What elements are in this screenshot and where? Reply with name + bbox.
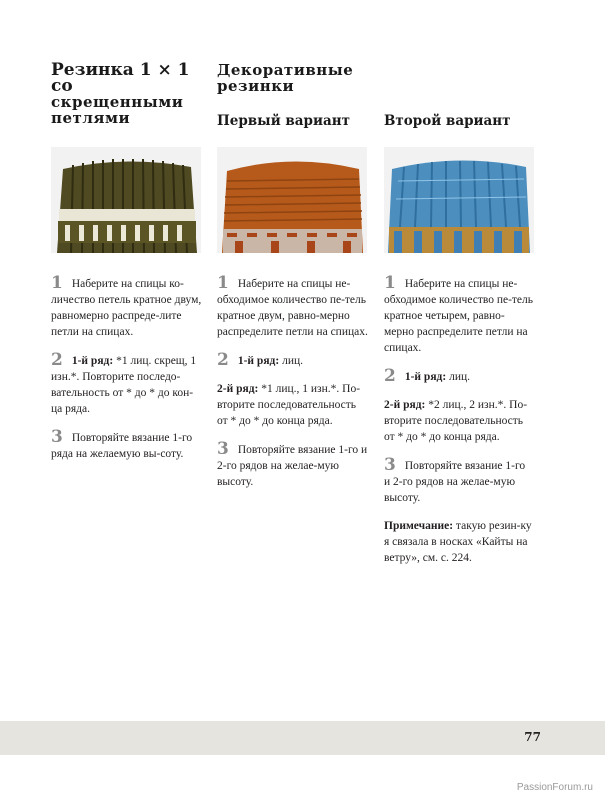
step-text: лиц. [446,371,471,383]
step-text: Повторяйте вязание 1-го и 2-го рядов на желае-мую высоту. [384,460,526,504]
step-number: 1 [217,273,229,293]
step-number: 1 [51,273,63,293]
step [384,368,534,385]
step [217,275,369,340]
step [384,457,534,506]
step [217,441,369,490]
steps-variant-two [384,275,534,578]
step-text: Повторяйте вязание 1-го и 2-го рядов на желае-мую высоту. [217,444,368,488]
watermark: PassionForum.ru [516,782,593,793]
photo-variant-two-sock [384,147,534,253]
footer-bar [0,721,605,755]
step-number: 3 [51,427,63,447]
step [384,397,534,445]
row-label: 1-й ряд: [237,355,280,367]
steps-twisted-rib [51,275,203,474]
note [384,518,534,566]
step [217,352,369,369]
title-line: Резинка 1 × 1 со [51,60,190,96]
step-text: Повторяйте вязание 1-го ряда на желаемую вы-соту. [51,432,193,460]
title-line: Декоративные [217,61,354,79]
variant-two-title: Второй вариант [384,113,511,129]
step [51,275,203,340]
step [384,275,534,356]
steps-variant-one [217,275,369,502]
step-number: 3 [217,439,229,459]
photo-variant-one-sock [217,147,367,253]
step-number: 2 [51,350,63,370]
row-label: 2-й ряд: [217,383,259,395]
step-number: 2 [217,350,229,370]
title-line: скрещенными [51,93,184,111]
row-label: 1-й ряд: [71,355,114,367]
row-label: 2-й ряд: [384,399,426,411]
page-number: 77 [524,730,541,744]
note-text: такую резин-ку я связала в носках «Кайты на ветру», см. с. 224. [384,520,532,564]
title-line: резинки [217,77,295,95]
step [51,352,203,417]
step-text: Наберите на спицы ко-личество петель кратное двум, равномерно распреде-лите петли на спицах. [51,278,202,338]
photo-twisted-rib-sock [51,147,201,253]
step-number: 2 [384,366,396,386]
step-text: Наберите на спицы не-обходимое количество пе-тель кратное двум, равно-мерно распределите петли на спицах. [217,278,368,338]
variant-one-title: Первый вариант [217,113,350,129]
step-number: 1 [384,273,396,293]
step-text: лиц. [279,355,304,367]
step [217,381,369,429]
section-title-twisted-rib [51,62,203,126]
step-text: *1 лиц., 1 изн.*. По-вторите последовательность от * до * до конца ряда. [217,383,361,427]
row-label: 1-й ряд: [404,371,447,383]
section-title-decorative-ribs [217,62,353,94]
title-line: петлями [51,109,131,127]
step-text: *1 лиц. скрещ, 1 изн.*. Повторите последо-вательность от * до * до кон-ца ряда. [51,355,197,415]
note-label: Примечание: [384,520,454,532]
step-text: Наберите на спицы не-обходимое количество пе-тель кратное четырем, равно-мерно распределите петли на спицах. [384,278,534,354]
step [51,429,203,462]
step-number: 3 [384,455,396,475]
step-text: *2 лиц., 2 изн.*. По-вторите последовательность от * до * до конца ряда. [384,399,528,443]
